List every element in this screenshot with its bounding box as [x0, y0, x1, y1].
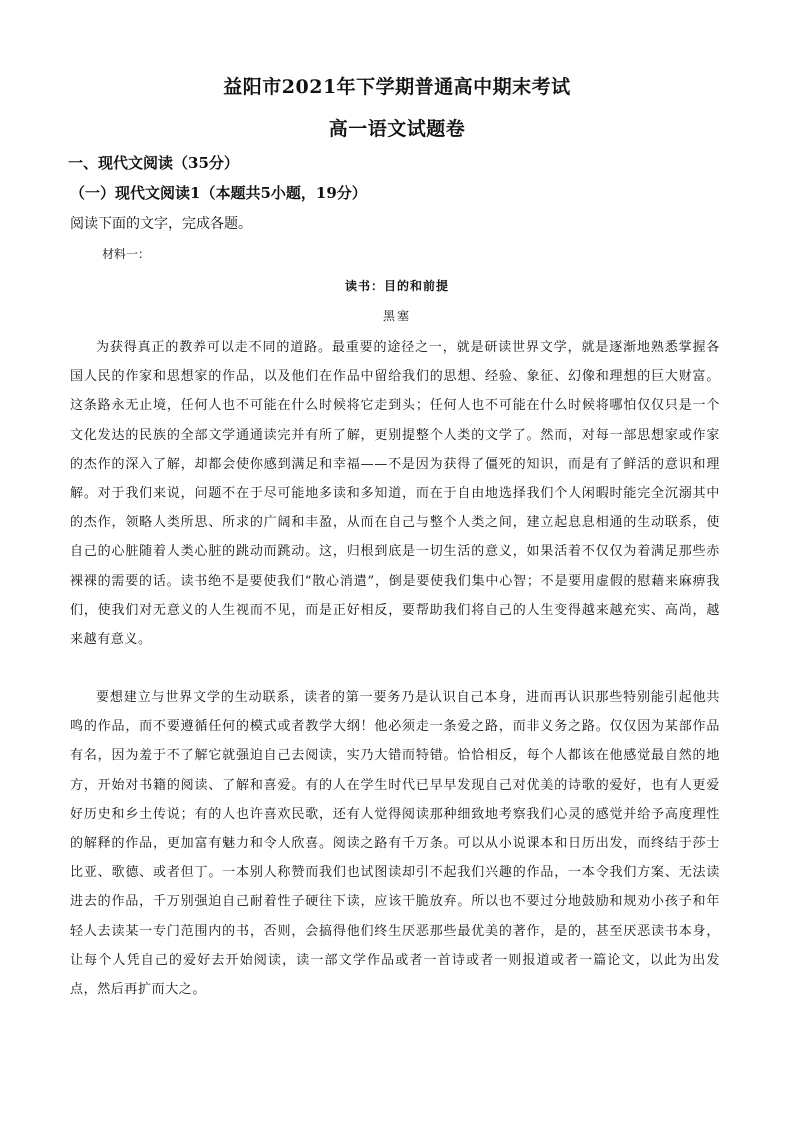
article-paragraph-1: 为获得真正的教养可以走不同的道路。最重要的途径之一，就是研读世界文学，就是逐渐地熟悉掌握各国人民的作家和思想家的作品，以及他们在作品中留给我们的思想、经验、象征、幻像和理想的巨大财富。这条路永无止境，任何人也不可能在什么时候将它走到头；任何人也不可能在什么时候将哪怕仅仅只是一个文化发达的民族的全部文学通通读完并有所了解，更别提整个人类的文学了。然而，对每一部思想家或作家的杰作的深入了解，却都会使你感到满足和幸福——不是因为获得了僵死的知识，而是有了鲜活的意识和理解。对于我们来说，问题不在于尽可能地多读和多知道，而在于自由地选择我们个人闲暇时能完全沉溺其中的杰作，领略人类所思、所求的广阔和丰盈，从而在自己与整个人类之间，建立起息息相通的生动联系，使自己的心脏随着人类心脏的跳动而跳动。这，归根到底是一切生活的意义，如果活着不仅仅为着满足那些赤裸裸的需要的话。读书绝不是要使我们“散心消遣”，倒是要使我们集中心智；不是要用虚假的慰藉来麻痹我们，使我们对无意义的人生视而不见，而是正好相反，要帮助我们将自己的人生变得越来越充实、高尚，越来越有意义。	[70, 340, 720, 648]
material-label: 材料一：	[102, 247, 151, 261]
exam-subtitle: 高一语文试题卷	[328, 118, 466, 140]
reading-instruction: 阅读下面的文字，完成各题。	[70, 216, 252, 232]
article-paragraph-2: 要想建立与世界文学的生动联系，读者的第一要务乃是认识自己本身，进而再认识那些特别能引起他共鸣的作品，而不要遵循任何的模式或者教学大纲！他必须走一条爱之路，而非义务之路。仅仅因为某部作品有名，因为羞于不了解它就强迫自己去阅读，实乃大错而特错。恰恰相反，每个人都该在他感觉最自然的地方，开始对书籍的阅读、了解和喜爱。有的人在学生时代已早早发现自己对优美的诗歌的爱好，也有人更爱好历史和乡土传说；有的人也许喜欢民歌，还有人觉得阅读那种细致地考察我们心灵的感觉并给予高度理性的解释的作品，更加富有魅力和令人欣喜。阅读之路有千万条。可以从小说课本和日历出发，而终结于莎士比亚、歌德、或者但丁。一本别人称赞而我们也试图读却引不起我们兴趣的作品，一本令我们方案、无法读进去的作品，千万别强迫自己耐着性子硬往下读，应该干脆放弃。所以也不要过分地鼓励和规劝小孩子和年轻人去读某一专门范围内的书，否则，会搞得他们终生厌恶那些最优美的著作，是的，甚至厌恶读书本身，让每个人凭自己的爱好去开始阅读，读一部文学作品或者一首诗或者一则报道或者一篇论文，以此为出发点，然后再扩而大之。	[70, 690, 720, 998]
exam-title: 益阳市2021年下学期普通高中期末考试	[223, 76, 571, 98]
section-heading: 一、现代文阅读（35分）	[68, 154, 239, 172]
article-author: 黑塞	[382, 309, 411, 323]
section-subheading: （一）现代文阅读1（本题共5小题，19分）	[70, 184, 367, 202]
article-title: 读书：目的和前提	[344, 279, 449, 293]
